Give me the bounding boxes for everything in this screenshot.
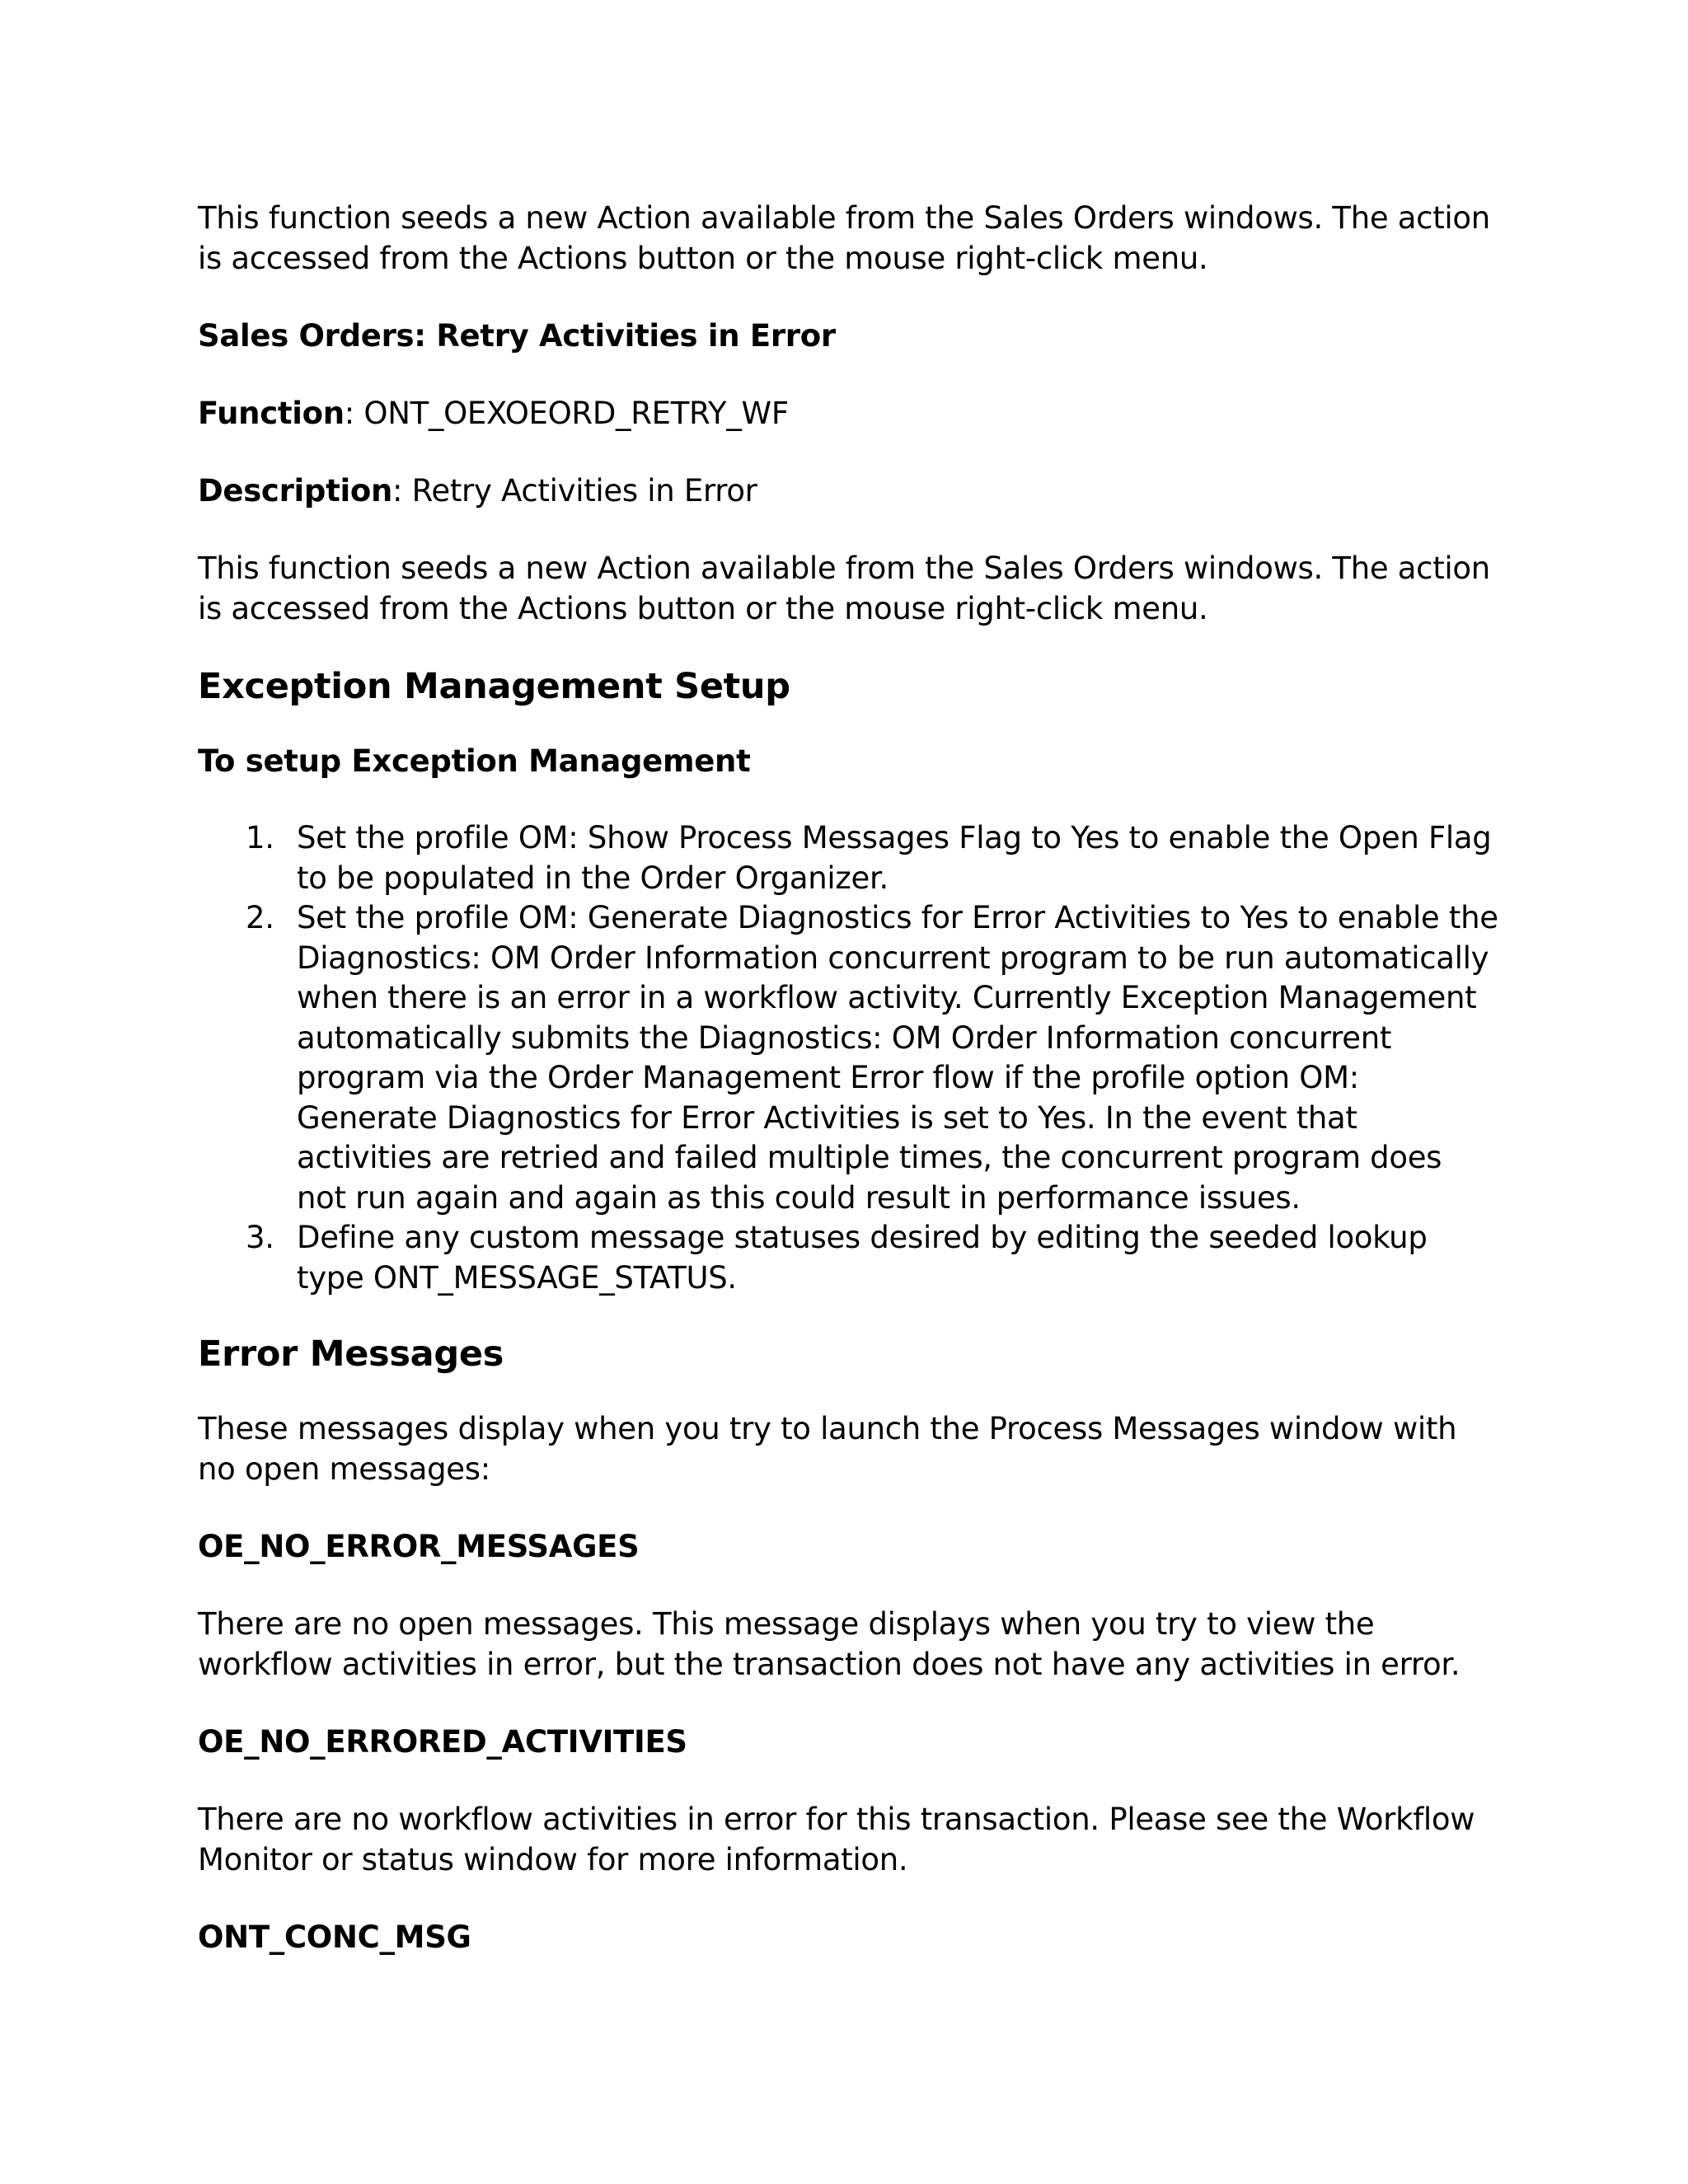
step-text: Set the profile OM: Show Process Messages Flag to Yes to enable the Open Flag to be populated in the Order Organizer. (297, 820, 1492, 896)
step-number: 1. (246, 820, 274, 855)
description-value: : Retry Activities in Error (392, 473, 757, 509)
function-line (198, 393, 1500, 434)
step-text: Set the profile OM: Generate Diagnostics for Error Activities to Yes to enable the Diagnostics: OM Order Information concurrent program to be run automatically when there is an error in a workflow activity. Currently Exception Management automatically submits the Diagnostics: OM Order Information concurrent program via the Order Management Error flow if the profile option OM: Generate Diagnostics for Error Activities is set to Yes. In the event that activities are retried and failed multiple times, the concurrent program does not run again and again as this could result in performance issues. (297, 900, 1498, 1216)
retry-section-title: Sales Orders: Retry Activities in Error (198, 318, 836, 354)
step-text: Define any custom message statuses desired by editing the seeded lookup type ONT_MESSAGE_STATUS. (297, 1220, 1428, 1296)
error-messages-intro: These messages display when you try to launch the Process Messages window with no open messages: (198, 1411, 1457, 1487)
step-number: 3. (246, 1220, 274, 1255)
message-text: There are no open messages. This message displays when you try to view the workflow activities in error, but the transaction does not have any activities in error. (198, 1606, 1461, 1682)
message-code: OE_NO_ERRORED_ACTIVITIES (198, 1724, 687, 1760)
message-text: There are no workflow activities in error for this transaction. Please see the Workflow Monitor or status window for more information. (198, 1802, 1475, 1877)
retry-paragraph: This function seeds a new Action available from the Sales Orders windows. The action is accessed from the Actions button or the mouse right-click menu. (198, 551, 1490, 626)
message-code: ONT_CONC_MSG (198, 1919, 471, 1955)
intro-paragraph: This function seeds a new Action available from the Sales Orders windows. The action is accessed from the Actions button or the mouse right-click menu. (198, 200, 1490, 276)
function-label: Function (198, 396, 345, 431)
list-item (198, 818, 1500, 898)
exception-setup-subheading: To setup Exception Management (198, 743, 751, 779)
exception-setup-heading: Exception Management Setup (198, 666, 790, 707)
error-messages-heading: Error Messages (198, 1333, 504, 1375)
message-code: OE_NO_ERROR_MESSAGES (198, 1529, 640, 1564)
document-page (198, 198, 1500, 1957)
list-item (198, 1218, 1500, 1298)
function-value: : ONT_OEXOEORD_RETRY_WF (344, 396, 789, 431)
setup-steps-list (198, 818, 1500, 1298)
description-label: Description (198, 473, 393, 509)
step-number: 2. (246, 900, 274, 935)
list-item (198, 898, 1500, 1218)
description-line (198, 471, 1500, 511)
